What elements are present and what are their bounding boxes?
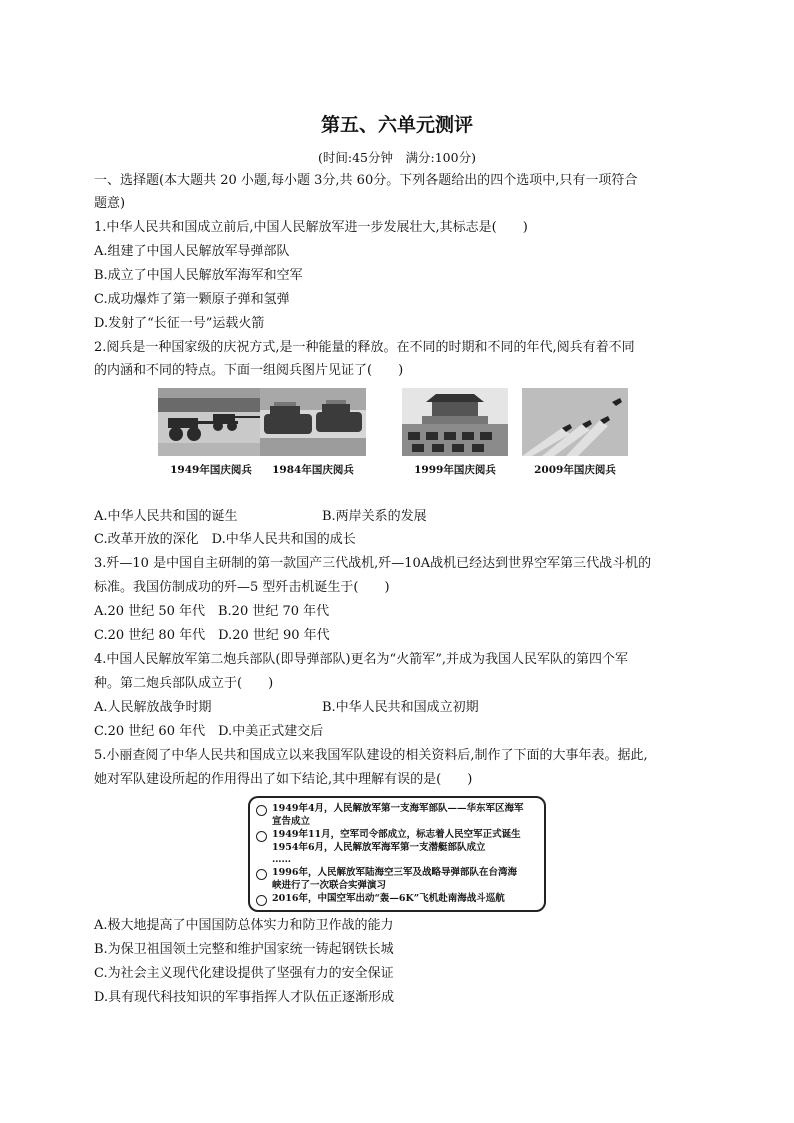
parade-photo-1949 xyxy=(158,388,264,456)
q1-option-b: B.成立了中国人民解放军海军和空军 xyxy=(94,268,303,283)
parade-photo-1999 xyxy=(402,388,508,456)
parade-photo-1984 xyxy=(260,388,366,456)
q1-option-c: C.成功爆炸了第一颗原子弹和氢弹 xyxy=(94,292,290,307)
q5-option-d: D.具有现代科技知识的军事指挥人才队伍正逐渐形成 xyxy=(94,990,395,1005)
q3-option-cd: C.20 世纪 80 年代 D.20 世纪 90 年代 xyxy=(94,628,330,643)
q4-stem-line2: 种。第二炮兵部队成立于( ) xyxy=(94,676,274,691)
q4-stem-line1: 4.中国人民解放军第二炮兵部队(即导弹部队)更名为“火箭军”,并成为我国人民军队的第四个军 xyxy=(94,652,628,667)
photo-caption-1984: 1984年国庆阅兵 xyxy=(272,464,354,476)
q5-stem-line2: 她对军队建设所起的作用得出了如下结论,其中理解有误的是( ) xyxy=(94,772,473,787)
q5-stem-line1: 5.小丽查阅了中华人民共和国成立以来我国军队建设的相关资料后,制作了下面的大事年表。据此, xyxy=(94,748,648,763)
section-heading-line2: 题意) xyxy=(94,196,126,211)
parade-photo-2009 xyxy=(522,388,628,456)
page-subtitle: (时间:45分钟 满分:100分) xyxy=(318,150,476,165)
q3-stem-line1: 3.歼—10 是中国自主研制的第一款国产三代战机,歼—10A战机已经达到世界空军第三代战斗机的 xyxy=(94,556,652,571)
q5-option-c: C.为社会主义现代化建设提供了坚强有力的安全保证 xyxy=(94,966,394,981)
timeline-entry: 2016年，中国空军出动“轰—6K”飞机赴南海战斗巡航 xyxy=(272,893,505,904)
q2-option-a: A.中华人民共和国的诞生 xyxy=(94,509,238,524)
timeline-entry: 峡进行了一次联合实弹演习 xyxy=(272,880,387,891)
timeline-dot xyxy=(256,831,267,842)
timeline-dot xyxy=(256,805,267,816)
timeline-dot xyxy=(256,895,267,906)
q3-stem-line2: 标准。我国仿制成功的歼—5 型歼击机诞生于( ) xyxy=(94,580,390,595)
q1-option-d: D.发射了“长征一号”运载火箭 xyxy=(94,316,265,331)
q5-option-b: B.为保卫祖国领土完整和维护国家统一铸起钢铁长城 xyxy=(94,942,394,957)
timeline-dot xyxy=(256,869,267,880)
q4-option-a: A.人民解放战争时期 xyxy=(94,700,212,715)
timeline-entry: 1949年4月，人民解放军第一支海军部队——华东军区海军 xyxy=(272,803,524,814)
q4-option-b: B.中华人民共和国成立初期 xyxy=(322,700,479,715)
q5-option-a: A.极大地提高了中国国防总体实力和防卫作战的能力 xyxy=(94,918,394,933)
q1-stem: 1.中华人民共和国成立前后,中国人民解放军进一步发展壮大,其标志是( ) xyxy=(94,220,528,235)
q4-option-cd: C.20 世纪 60 年代 D.中美正式建交后 xyxy=(94,724,324,739)
q1-option-a: A.组建了中国人民解放军导弹部队 xyxy=(94,244,290,259)
photo-caption-2009: 2009年国庆阅兵 xyxy=(534,464,616,476)
q2-option-cd: C.改革开放的深化 D.中华人民共和国的成长 xyxy=(94,532,356,547)
timeline-box xyxy=(248,796,546,912)
timeline-entry: 1949年11月，空军司令部成立，标志着人民空军正式诞生 xyxy=(272,829,521,840)
q2-stem-line1: 2.阅兵是一种国家级的庆祝方式,是一种能量的释放。在不同的时期和不同的年代,阅兵有着不同 xyxy=(94,340,635,355)
q2-stem-line2: 的内涵和不同的特点。下面一组阅兵图片见证了( ) xyxy=(94,363,404,378)
q2-option-b: B.两岸关系的发展 xyxy=(322,509,427,524)
page-title: 第五、六单元测评 xyxy=(320,114,473,136)
timeline-entry: …… xyxy=(272,854,291,865)
timeline-entry: 1996年，人民解放军陆海空三军及战略导弹部队在台湾海 xyxy=(272,867,517,878)
section-heading-line1: 一、选择题(本大题共 20 小题,每小题 3分,共 60分。下列各题给出的四个选项中,只有一项符合 xyxy=(94,173,638,188)
timeline-entry: 宣告成立 xyxy=(272,816,311,827)
q3-option-ab: A.20 世纪 50 年代 B.20 世纪 70 年代 xyxy=(94,604,330,619)
photo-caption-1999: 1999年国庆阅兵 xyxy=(414,464,496,476)
timeline-entry: 1954年6月，人民解放军海军第一支潜艇部队成立 xyxy=(272,842,486,853)
photo-caption-1949: 1949年国庆阅兵 xyxy=(170,464,252,476)
